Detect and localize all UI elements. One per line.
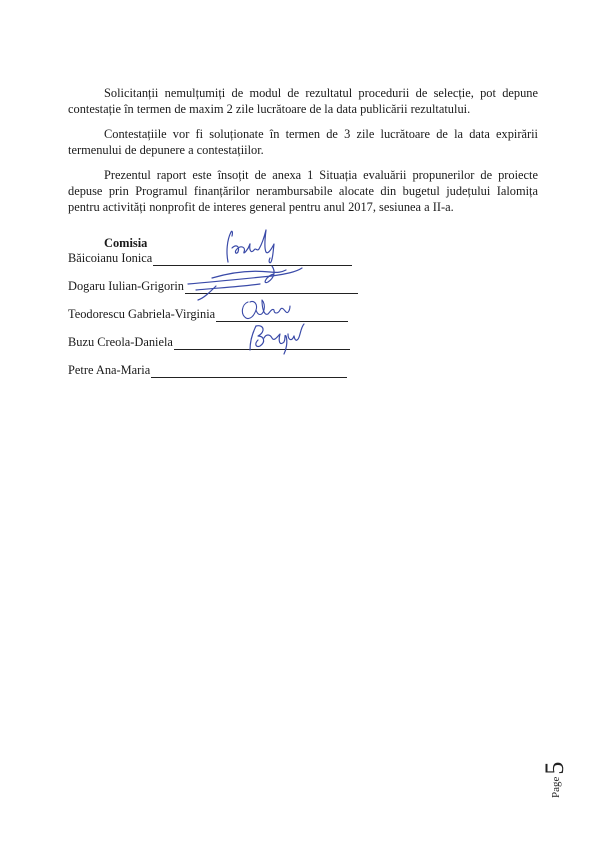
member-row [68,306,348,322]
member-name: Teodorescu Gabriela-Virginia [68,307,216,321]
paragraph-resolution: Contestațiile vor fi soluționate în termen de 3 zile lucrătoare de la data expirării termenului de depunere a contestațiilor. [68,127,538,157]
page-number-value: 5 [540,761,569,775]
paragraph-annex: Prezentul raport este însoțit de anexa 1 Situația evaluării propunerilor de proiecte depuse prin Programul finanțărilor nerambursabile alocate din bugetul județului Ialomița pentru activități nonprofit de interes general pentru anul 2017, sesiunea a II-a. [68,168,538,214]
page-number [536,742,586,802]
signature-buzu [244,322,308,356]
member-name: Dogaru Iulian-Grigorin [68,279,184,293]
paragraph-appeals: Solicitanții nemulțumiți de modul de rezultatul procedurii de selecție, pot depune contestație în termen de maxim 2 zile lucrătoare de la data publicării rezultatului. [68,86,538,116]
signature-baicoianu [222,228,282,264]
commission-title: Comisia [104,236,148,250]
member-name: Petre Ana-Maria [68,363,151,377]
member-row [68,362,347,378]
signature-teodorescu [238,296,292,322]
member-name: Băicoianu Ionica [68,251,153,265]
signature-line [151,365,347,378]
member-name: Buzu Creola-Daniela [68,335,173,349]
page-label: Page [550,776,562,798]
